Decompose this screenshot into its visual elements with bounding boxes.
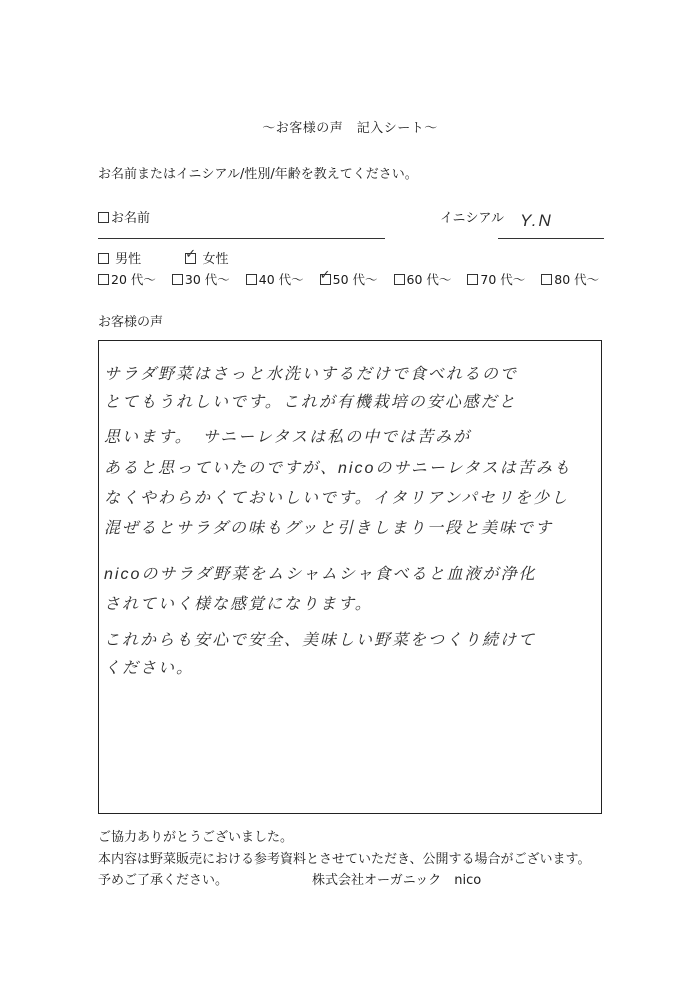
footer-thanks: ご協力ありがとうございました。 (98, 830, 294, 845)
age-checkbox (98, 274, 109, 285)
age-option-50s: ✓ 50 代～ (320, 270, 378, 288)
gender-option-male: 男性 (98, 248, 141, 267)
age-checkbox (172, 274, 183, 285)
age-checkbox (467, 274, 478, 285)
company-name: 株式会社オーガニック nico (312, 873, 482, 888)
age-option-80s: 80 代～ (541, 270, 599, 288)
initial-label: イニシアル (440, 211, 504, 226)
female-checkbox (185, 253, 196, 264)
voice-line: 思います。 サニーレタスは私の中では苦みが (104, 429, 472, 446)
voice-line: nicoのサラダ野菜をムシャムシャ食べると血液が浄化 (104, 566, 537, 583)
name-checkbox (98, 212, 109, 223)
voice-line: サラダ野菜はさっと水洗いするだけで食べれるので (104, 366, 518, 383)
age-option-60s: 60 代～ (394, 270, 452, 288)
age-options (98, 270, 611, 288)
name-underline (98, 238, 385, 239)
voice-line: ください。 (104, 660, 195, 677)
age-option-30s: 30 代～ (172, 270, 230, 288)
voice-line: されていく様な感覚になります。 (104, 596, 373, 613)
initial-value: Y.N (520, 211, 553, 230)
age-checkbox (541, 274, 552, 285)
voice-label: お客様の声 (98, 315, 164, 330)
age-option-20s: 20 代～ (98, 270, 156, 288)
footer-notice: 本内容は野菜販売における参考資料とさせていただき、公開する場合がございます。 (98, 852, 591, 867)
gender-option-female: ✓ 女性 (185, 248, 228, 267)
initial-underline (498, 238, 604, 239)
gender-options (98, 248, 240, 267)
male-checkbox (98, 253, 109, 264)
age-option-40s: 40 代～ (246, 270, 304, 288)
instruction-text: お名前またはイニシアル/性別/年齢を教えてください。 (98, 167, 418, 182)
form-title: ～お客様の声 記入シート～ (262, 121, 438, 136)
voice-line: これからも安心で安全、美味しい野菜をつくり続けて (104, 632, 537, 649)
footer-acknowledge: 予めご了承ください。 (98, 873, 229, 888)
age-option-70s: 70 代～ (467, 270, 525, 288)
voice-line: なくやわらかくておいしいです。イタリアンパセリを少し (104, 490, 569, 507)
voice-line: あると思っていたのですが、nicoのサニーレタスは苦みも (104, 460, 572, 477)
age-checkbox (246, 274, 257, 285)
name-field (98, 207, 150, 226)
name-label: お名前 (111, 211, 151, 226)
age-checkbox-checked (320, 274, 331, 285)
age-checkbox (394, 274, 405, 285)
voice-line: とてもうれしいです。これが有機栽培の安心感だと (104, 394, 517, 411)
voice-line: 混ぜるとサラダの味もグッと引きしまり一段と美味です (104, 520, 554, 537)
